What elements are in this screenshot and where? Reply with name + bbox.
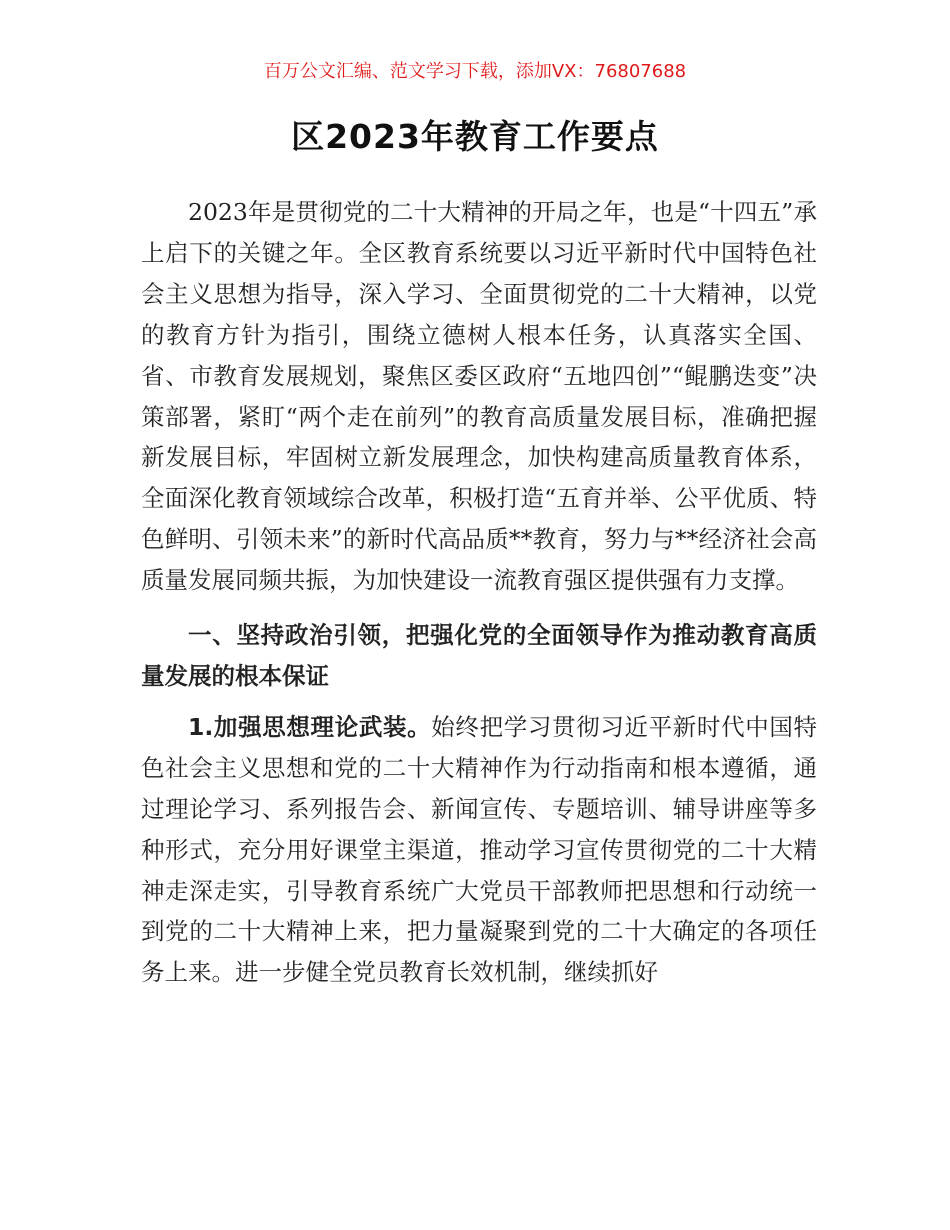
header-watermark-note: 百万公文汇编、范文学习下载，添加VX：76807688	[263, 61, 687, 82]
section-heading-1: 一、坚持政治引领，把强化党的全面领导作为推动教育高质量发展的根本保证	[141, 621, 817, 690]
document-title: 区2023年教育工作要点	[291, 117, 659, 156]
item-lead-1: 1.加强思想理论武装。	[188, 712, 432, 741]
intro-paragraph: 2023年是贯彻党的二十大精神的开局之年，也是“十四五”承上启下的关键之年。全区教育系统要以习近平新时代中国特色社会主义思想为指导，深入学习、全面贯彻党的二十大精神，以党的教育方针为指引，围绕立德树人根本任务，认真落实全国、省、市教育发展规划，聚焦区委区政府“五地四创”“鲲鹏迭变”决策部署，紧盯“两个走在前列”的教育高质量发展目标，准确把握新发展目标，牢固树立新发展理念，加快构建高质量教育体系，全面深化教育领域综合改革，积极打造“五育并举、公平优质、特色鲜明、引领未来”的新时代高品质**教育，努力与**经济社会高质量发展同频共振，为加快建设一流教育强区提供强有力支撑。	[141, 198, 817, 595]
item-body-1: 始终把学习贯彻习近平新时代中国特色社会主义思想和党的二十大精神作为行动指南和根本遵循，通过理论学习、系列报告会、新闻宣传、专题培训、辅导讲座等多种形式，充分用好课堂主渠道，推动学习宣传贯彻党的二十大精神走深走实，引导教育系统广大党员干部教师把思想和行动统一到党的二十大精神上来，把力量凝聚到党的二十大确定的各项任务上来。进一步健全党员教育长效机制，继续抓好	[141, 712, 818, 987]
document-body	[141, 192, 817, 993]
item-paragraph-1	[141, 707, 817, 993]
